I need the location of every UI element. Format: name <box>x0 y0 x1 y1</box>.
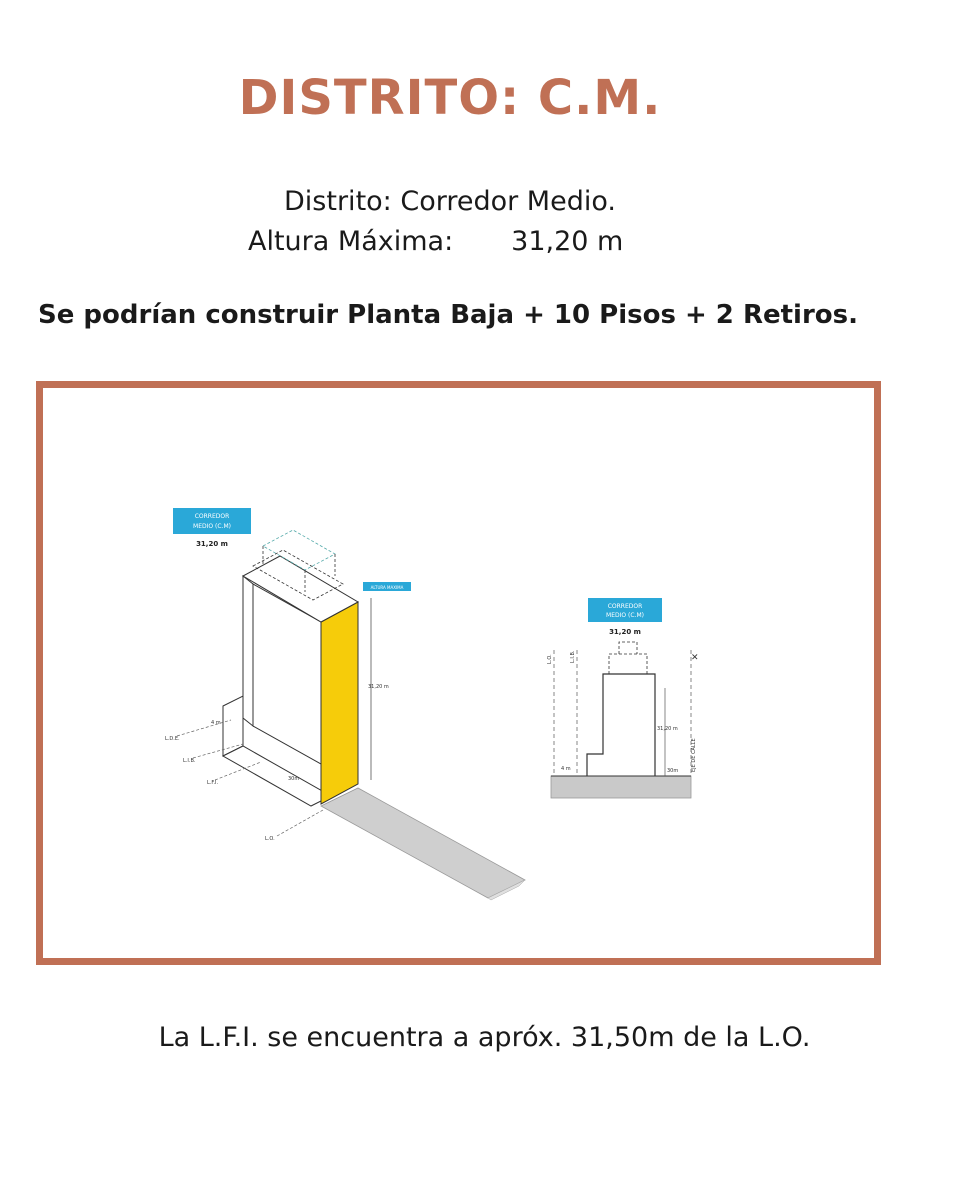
iso-depth-label: 30m <box>288 776 300 782</box>
sec-axis-marker: ✕ <box>691 653 699 663</box>
sec-tag-height: 31,20 m <box>609 628 641 636</box>
iso-tag-height: 31,20 m <box>196 540 228 548</box>
iso-label-lo: L.O. <box>265 836 275 842</box>
iso-label-lde: L.D.E. <box>165 736 180 742</box>
sec-axis-label: EJE DE CALLE <box>691 738 697 772</box>
sec-setback-label: 4 m <box>561 766 571 772</box>
iso-tag-line2: MEDIO (C.M) <box>193 523 231 530</box>
zoning-diagram <box>43 388 874 958</box>
max-height-line <box>248 226 623 257</box>
iso-setback-label: 4 m <box>211 720 221 726</box>
iso-district-tag <box>173 508 251 534</box>
sec-building <box>587 674 655 776</box>
sec-depth-label: 30m <box>667 768 679 774</box>
iso-tag-line1: CORREDOR <box>194 513 230 520</box>
isometric-view <box>165 508 525 900</box>
iso-dim-height-label: 31,20 m <box>368 684 389 690</box>
sec-ground <box>551 776 691 798</box>
sec-tag-line1: CORREDOR <box>607 603 643 610</box>
max-height-value: 31,20 m <box>511 226 624 257</box>
sec-dim-height-label: 31,20 m <box>657 726 678 732</box>
iso-facade-yellow <box>321 602 358 804</box>
diagram-frame <box>36 381 881 965</box>
sec-tag-line2: MEDIO (C.M) <box>606 612 644 619</box>
iso-label-lfi: L.F.I. <box>207 780 219 786</box>
section-view <box>547 598 699 798</box>
page-title: DISTRITO: C.M. <box>238 70 662 126</box>
max-height-label: Altura Máxima: <box>248 226 454 257</box>
sec-label-lo: L.O. <box>547 654 553 664</box>
iso-label-lib: L.I.B. <box>183 758 196 764</box>
sec-label-lib: L.I.B. <box>570 650 576 663</box>
footer-note: La L.F.I. se encuentra a apróx. 31,50m de la L.O. <box>158 1022 811 1053</box>
construction-statement: Se podrían construir Planta Baja + 10 Pisos + 2 Retiros. <box>38 300 858 330</box>
district-line: Distrito: Corredor Medio. <box>284 186 616 217</box>
iso-small-tag-label: ALTURA MAXIMA <box>370 585 404 590</box>
iso-sidewalk <box>321 788 525 898</box>
